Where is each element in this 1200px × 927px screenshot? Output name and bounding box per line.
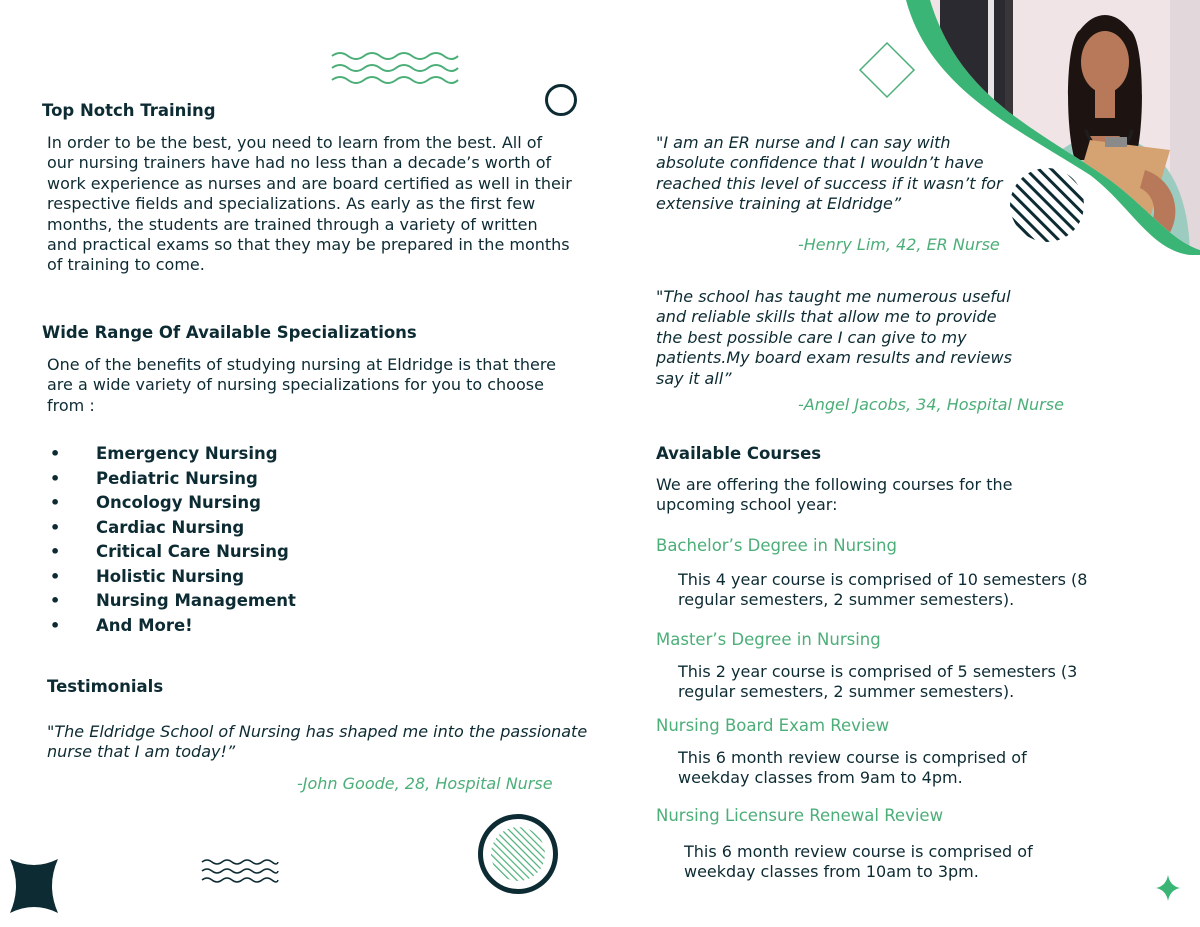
list-item: • Oncology Nursing [47, 493, 296, 518]
testimonials-heading: Testimonials [47, 677, 164, 696]
testimonial-quote-henry: "I am an ER nurse and I can say with absolute confidence that I wouldn’t have reached this level of success if it wasn’t for extensive training at Eldridge” [656, 133, 1003, 214]
testimonial-quote-angel: "The school has taught me numerous useful and reliable skills that allow me to provide the best possible care I can give to my patients.My board exam results and reviews say it all” [656, 287, 1012, 388]
list-item: • Pediatric Nursing [47, 469, 296, 494]
courses-intro: We are offering the following courses for the upcoming school year: [656, 475, 1013, 515]
list-item: • And More! [47, 616, 296, 641]
training-heading: Top Notch Training [42, 101, 216, 120]
course-desc-licensure-review: This 6 month review course is comprised of weekday classes from 10am to 3pm. [684, 842, 1033, 882]
courses-heading: Available Courses [656, 444, 822, 463]
specializations-paragraph: One of the benefits of studying nursing at Eldridge is that there are a wide variety of nursing specializations for you to choose from : [47, 355, 556, 415]
list-item: • Holistic Nursing [47, 567, 296, 592]
hatched-circle-decoration-top [1008, 166, 1086, 244]
list-item: • Critical Care Nursing [47, 542, 296, 567]
list-item: • Nursing Management [47, 591, 296, 616]
course-title-licensure-review: Nursing Licensure Renewal Review [656, 806, 944, 825]
specializations-heading: Wide Range Of Available Specializations [42, 323, 417, 342]
specializations-list [47, 444, 296, 640]
testimonial-attribution-john: -John Goode, 28, Hospital Nurse [297, 774, 553, 793]
ring-decoration-top [543, 82, 579, 118]
wave-decoration-top [330, 50, 460, 86]
wave-decoration-bottom [200, 858, 280, 884]
course-desc-masters: This 2 year course is comprised of 5 semesters (3 regular semesters, 2 summer semesters). [678, 662, 1078, 702]
course-desc-bachelors: This 4 year course is comprised of 10 semesters (8 regular semesters, 2 summer semesters). [678, 570, 1088, 610]
course-desc-board-review: This 6 month review course is comprised of weekday classes from 9am to 4pm. [678, 748, 1027, 788]
training-paragraph: In order to be the best, you need to learn from the best. All of our nursing trainers have had no less than a decade’s worth of work experience as nurses and are board certified as well in their respective fields and specializations. As early as the first few months, the students are trained through a variety of written and practical exams so that they may be prepared in the months of training to come. [47, 133, 572, 275]
course-title-masters: Master’s Degree in Nursing [656, 630, 881, 649]
sparkle-icon [1155, 874, 1181, 902]
testimonial-attribution-henry: -Henry Lim, 42, ER Nurse [798, 235, 1000, 254]
list-item: • Cardiac Nursing [47, 518, 296, 543]
star-shape-decoration [6, 857, 62, 915]
list-item: • Emergency Nursing [47, 444, 296, 469]
course-title-board-review: Nursing Board Exam Review [656, 716, 890, 735]
ring-hatched-decoration-bottom [476, 812, 560, 896]
testimonial-quote-john: "The Eldridge School of Nursing has shaped me into the passionate nurse that I am today!” [47, 722, 588, 762]
testimonial-attribution-angel: -Angel Jacobs, 34, Hospital Nurse [798, 395, 1064, 414]
course-title-bachelors: Bachelor’s Degree in Nursing [656, 536, 897, 555]
